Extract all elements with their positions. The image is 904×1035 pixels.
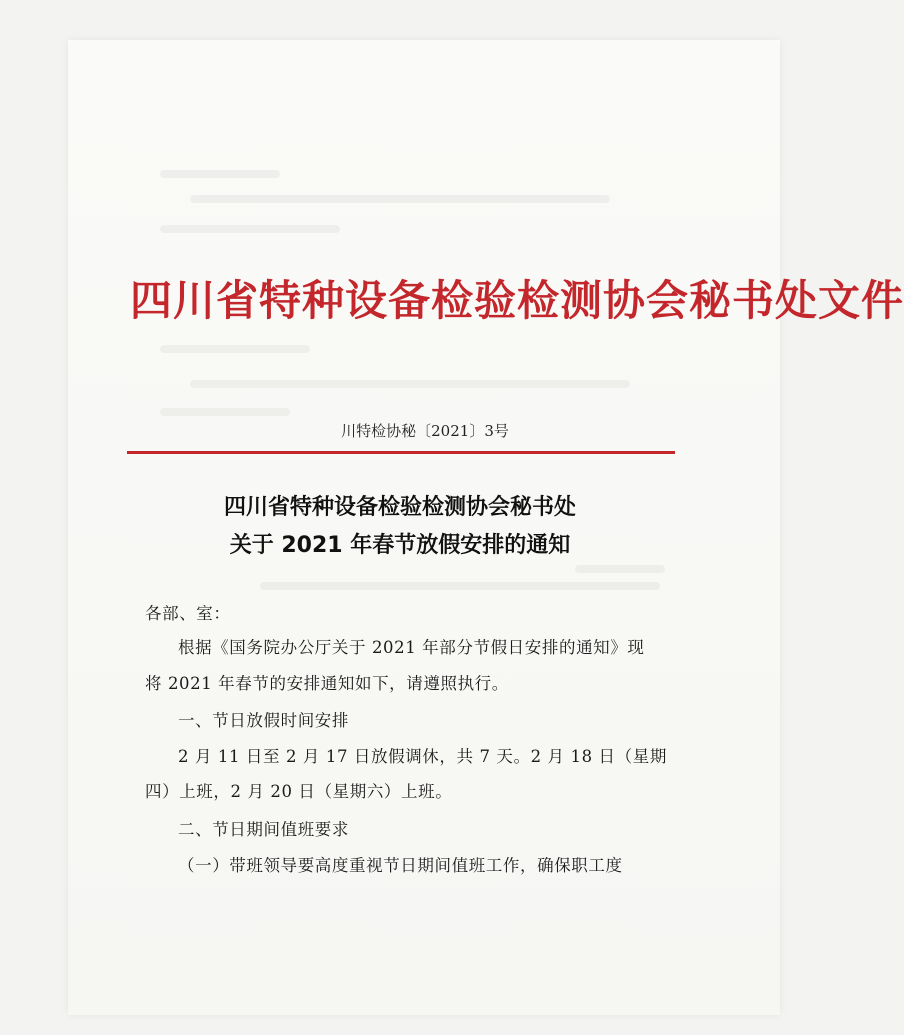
show-through-mark xyxy=(160,408,290,416)
show-through-mark xyxy=(190,380,630,388)
paragraph-3-line-1: （一）带班领导要高度重视节日期间值班工作，确保职工度 xyxy=(178,856,623,875)
notice-title-line-1: 四川省特种设备检验检测协会秘书处 xyxy=(223,495,576,520)
document-number: 川特检协秘〔2021〕3号 xyxy=(341,422,509,440)
document-header-title: 四川省特种设备检验检测协会秘书处文件 xyxy=(130,276,904,325)
show-through-mark xyxy=(260,582,660,590)
show-through-mark xyxy=(160,225,340,233)
red-divider-line xyxy=(127,451,675,454)
salutation: 各部、室： xyxy=(145,604,231,623)
paragraph-1-line-2: 将 2021 年春节的安排通知如下，请遵照执行。 xyxy=(145,674,509,693)
section-heading-2: 二、节日期间值班要求 xyxy=(178,820,349,839)
show-through-mark xyxy=(575,565,665,573)
section-heading-1: 一、节日放假时间安排 xyxy=(178,711,349,730)
paragraph-2-line-1: 2 月 11 日至 2 月 17 日放假调休，共 7 天。2 月 18 日（星期 xyxy=(178,747,667,766)
notice-title-line-2: 关于 2021 年春节放假安排的通知 xyxy=(229,533,571,558)
show-through-mark xyxy=(160,345,310,353)
show-through-mark xyxy=(160,170,280,178)
show-through-mark xyxy=(190,195,610,203)
paragraph-1-line-1: 根据《国务院办公厅关于 2021 年部分节假日安排的通知》现 xyxy=(178,638,645,657)
paragraph-2-line-2: 四）上班，2 月 20 日（星期六）上班。 xyxy=(145,782,453,801)
